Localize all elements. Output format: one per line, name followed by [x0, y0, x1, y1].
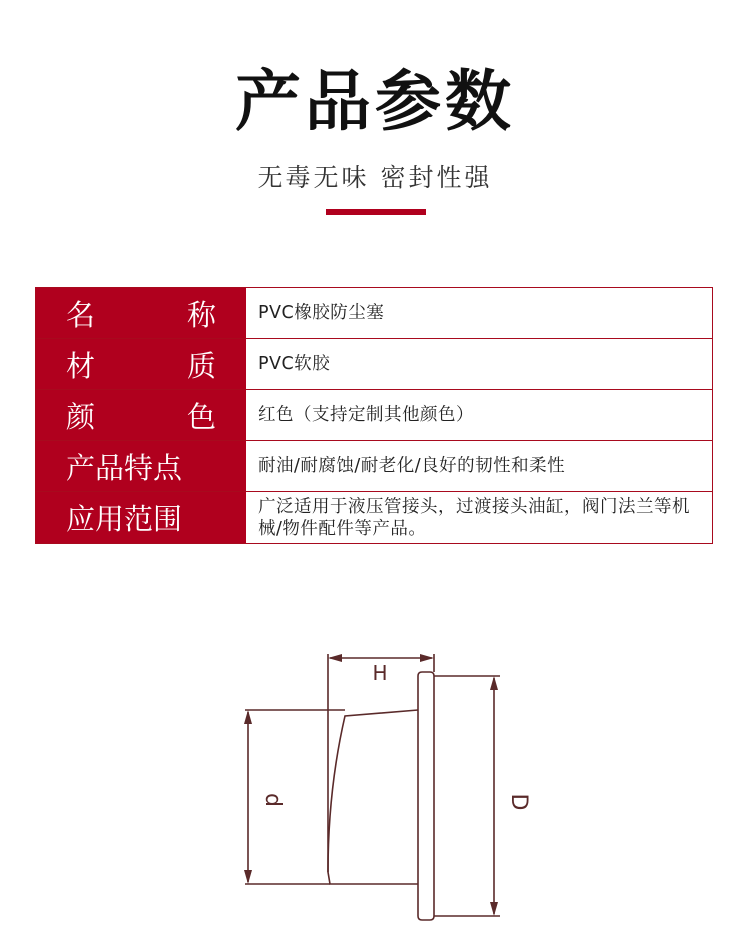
- row-value: PVC橡胶防尘塞: [258, 303, 385, 323]
- table-row-application: [36, 492, 712, 543]
- dimension-diagram: [220, 640, 531, 926]
- row-label: [36, 390, 246, 440]
- row-label: [36, 288, 246, 338]
- row-label: [36, 339, 246, 389]
- row-label-char: 称: [186, 297, 216, 332]
- title-accent-bar: [326, 209, 426, 215]
- table-row-name: [36, 288, 712, 339]
- row-label-char: 名: [66, 297, 96, 332]
- row-label: 产品特点: [36, 441, 246, 491]
- table-row-material: [36, 339, 712, 390]
- row-label: 应用范围: [36, 492, 246, 543]
- row-label-char: 材: [66, 348, 96, 383]
- page-title: 产品参数: [235, 63, 515, 140]
- row-value: 广泛适用于液压管接头，过渡接头油缸，阀门法兰等机械/物件配件等产品。: [258, 496, 690, 539]
- row-label-char: 颜: [66, 399, 96, 434]
- parameter-table: [35, 287, 713, 544]
- table-row-color: [36, 390, 712, 441]
- page-subtitle: 无毒无味 密封性强: [257, 163, 493, 192]
- row-label-char: 质: [186, 348, 216, 383]
- row-label-char: 色: [186, 399, 216, 434]
- plug-flange: [418, 672, 434, 920]
- row-value: 耐油/耐腐蚀/耐老化/良好的韧性和柔性: [258, 456, 566, 476]
- row-value: 红色（支持定制其他颜色）: [258, 405, 474, 425]
- table-row-features: [36, 441, 712, 492]
- dimension-D-label: D: [506, 793, 531, 811]
- plug-body: [328, 710, 418, 884]
- dimension-d-label: d: [260, 793, 285, 807]
- dimension-h-label: H: [372, 661, 388, 685]
- row-value: PVC软胶: [258, 354, 331, 374]
